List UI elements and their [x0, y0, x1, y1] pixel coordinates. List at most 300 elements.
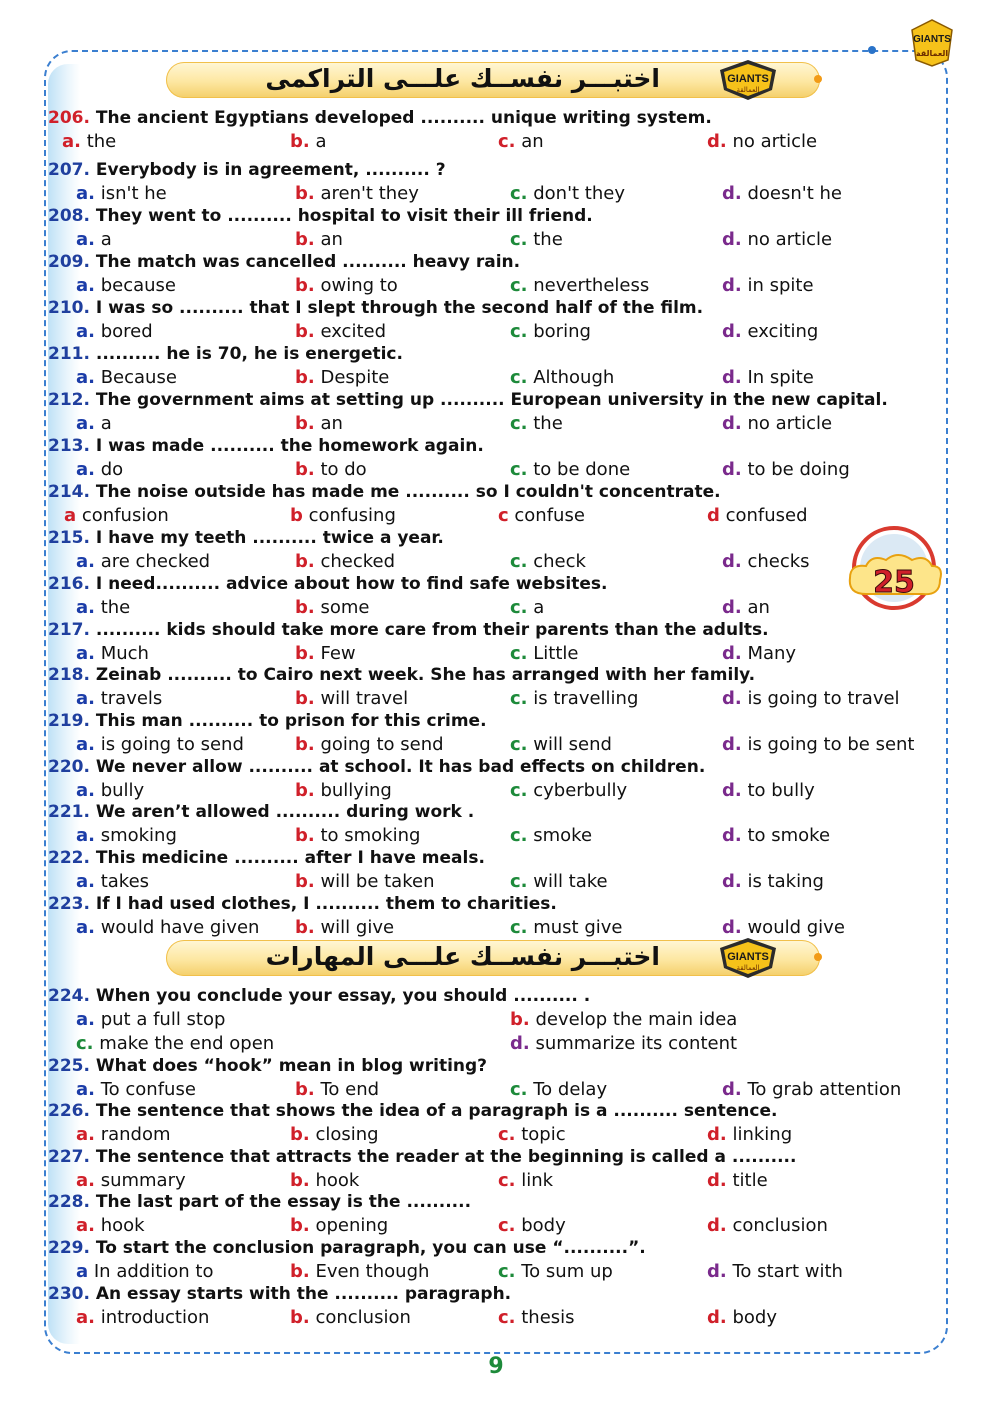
answer-option[interactable]	[510, 735, 612, 755]
option-letter: a.	[76, 275, 95, 296]
option-letter: b.	[295, 825, 315, 846]
question-text: I need.......... advice about how to find safe websites.	[89, 574, 608, 594]
answer-option[interactable]	[76, 735, 244, 755]
answer-option[interactable]	[498, 1308, 575, 1328]
answer-option[interactable]	[76, 689, 162, 709]
option-text: make the end open	[93, 1033, 275, 1054]
option-text: must give	[527, 917, 623, 938]
option-text: link	[515, 1170, 554, 1191]
answer-option[interactable]	[510, 322, 591, 342]
answer-option[interactable]	[76, 184, 167, 204]
section-header-cumulative	[166, 62, 820, 98]
option-text: confused	[719, 505, 808, 526]
answer-option[interactable]	[722, 689, 900, 709]
option-letter: a.	[76, 734, 95, 755]
answer-option[interactable]	[498, 506, 585, 526]
option-letter: c.	[498, 131, 516, 152]
option-text: random	[94, 1124, 171, 1145]
answer-option[interactable]	[76, 598, 130, 618]
option-text: would give	[741, 917, 845, 938]
answer-option[interactable]	[295, 1080, 379, 1100]
answer-option[interactable]	[76, 918, 259, 938]
question-text: I have my teeth .......... twice a year.	[89, 528, 444, 548]
giants-logo-icon	[716, 56, 780, 102]
answer-option[interactable]	[722, 735, 914, 755]
answer-option[interactable]	[510, 460, 630, 480]
answer-option[interactable]	[295, 368, 389, 388]
option-text: linking	[726, 1124, 793, 1145]
option-letter: a.	[76, 1170, 95, 1191]
answer-option[interactable]	[76, 781, 144, 801]
answer-option[interactable]	[76, 1034, 274, 1054]
option-letter: c.	[510, 183, 528, 204]
question	[48, 298, 703, 318]
question	[48, 528, 444, 548]
option-text: an	[314, 229, 343, 250]
answer-option[interactable]	[76, 460, 123, 480]
option-letter: d.	[722, 229, 742, 250]
question-text: The match was cancelled .......... heavy rain.	[89, 252, 521, 272]
answer-option[interactable]	[510, 872, 608, 892]
question	[48, 1284, 511, 1304]
option-letter: a.	[76, 459, 95, 480]
option-text: no article	[741, 229, 833, 250]
option-letter: b.	[290, 1170, 310, 1191]
option-text: body	[515, 1215, 566, 1236]
header-dot	[814, 953, 822, 961]
question-number: 208.	[48, 206, 90, 226]
option-letter: b.	[290, 1215, 310, 1236]
answer-option[interactable]	[510, 781, 627, 801]
option-text: the	[527, 229, 563, 250]
svg-text:العمالقة: العمالقة	[736, 964, 760, 972]
answer-option[interactable]	[295, 598, 369, 618]
answer-option[interactable]	[290, 1216, 388, 1236]
question-number: 209.	[48, 252, 90, 272]
question-text: .......... kids should take more care from their parents than the adults.	[89, 620, 769, 640]
answer-option[interactable]	[64, 506, 169, 526]
brand-logo-subtext: العمالقة	[915, 49, 949, 58]
option-letter: c.	[510, 321, 528, 342]
option-text: aren't they	[314, 183, 419, 204]
answer-option[interactable]	[498, 132, 544, 152]
option-text: To confuse	[94, 1079, 196, 1100]
answer-option[interactable]	[722, 872, 824, 892]
answer-option[interactable]	[290, 1171, 359, 1191]
option-letter: d.	[722, 917, 742, 938]
option-letter: b.	[295, 734, 315, 755]
question	[48, 252, 520, 272]
option-text: confuse	[508, 505, 585, 526]
option-letter: d.	[722, 367, 742, 388]
question	[48, 802, 474, 822]
option-letter: d	[707, 505, 720, 526]
answer-option[interactable]	[707, 1216, 828, 1236]
question-number: 225.	[48, 1056, 90, 1076]
answer-option[interactable]	[295, 826, 420, 846]
question-number: 228.	[48, 1192, 90, 1212]
option-text: nevertheless	[527, 275, 650, 296]
badge-number: 25	[873, 565, 915, 600]
option-text: an	[314, 413, 343, 434]
question-number: 218.	[48, 665, 90, 685]
option-letter: d.	[722, 459, 742, 480]
answer-option[interactable]	[510, 918, 623, 938]
option-letter: a.	[76, 183, 95, 204]
answer-option[interactable]	[707, 506, 808, 526]
answer-option[interactable]	[498, 1125, 566, 1145]
option-text: the	[80, 131, 117, 152]
question	[48, 108, 712, 128]
answer-option[interactable]	[722, 1080, 901, 1100]
option-letter: a.	[76, 229, 95, 250]
question	[48, 482, 721, 502]
answer-option[interactable]	[707, 1262, 843, 1282]
question-number: 216.	[48, 574, 90, 594]
option-letter: b.	[295, 688, 315, 709]
option-text: no article	[726, 131, 818, 152]
option-text: Much	[94, 643, 149, 664]
option-letter: c.	[76, 1033, 94, 1054]
option-letter: a.	[76, 1124, 95, 1145]
option-letter: b.	[295, 551, 315, 572]
question-number: 210.	[48, 298, 90, 318]
option-text: a	[94, 413, 112, 434]
option-letter: a.	[76, 597, 95, 618]
question-number: 217.	[48, 620, 90, 640]
answer-option[interactable]	[295, 644, 356, 664]
option-text: to be done	[527, 459, 631, 480]
option-letter: c.	[510, 643, 528, 664]
option-letter: c.	[510, 688, 528, 709]
question-number: 229.	[48, 1238, 90, 1258]
answer-option[interactable]	[707, 1308, 777, 1328]
option-letter: d.	[707, 1170, 727, 1191]
answer-option[interactable]	[76, 276, 176, 296]
option-letter: a.	[76, 1307, 95, 1328]
option-letter: d.	[707, 1215, 727, 1236]
option-letter: c.	[510, 871, 528, 892]
option-letter: b.	[295, 917, 315, 938]
option-text: owing to	[314, 275, 398, 296]
option-text: is going to be sent	[741, 734, 915, 755]
answer-option[interactable]	[76, 322, 153, 342]
answer-option[interactable]	[76, 1308, 209, 1328]
option-text: bully	[94, 780, 145, 801]
answer-option[interactable]	[510, 184, 625, 204]
option-text: is taking	[741, 871, 824, 892]
answer-option[interactable]	[295, 322, 386, 342]
answer-option[interactable]	[76, 1125, 171, 1145]
svg-text:GIANTS: GIANTS	[727, 73, 769, 85]
answer-option[interactable]	[76, 1216, 145, 1236]
option-text: In spite	[741, 367, 814, 388]
option-text: an	[741, 597, 770, 618]
answer-option[interactable]	[722, 414, 832, 434]
option-text: To sum up	[515, 1261, 613, 1282]
question-text: I was so .......... that I slept through the second half of the film.	[89, 298, 704, 318]
question	[48, 711, 487, 731]
answer-option[interactable]	[295, 735, 444, 755]
option-letter: a.	[76, 871, 95, 892]
option-text: In addition to	[88, 1261, 214, 1282]
question-number: 226.	[48, 1101, 90, 1121]
answer-option[interactable]	[295, 414, 343, 434]
answer-option[interactable]	[295, 552, 395, 572]
answer-option[interactable]	[510, 230, 563, 250]
answer-option[interactable]	[707, 1125, 792, 1145]
answer-option[interactable]	[510, 368, 614, 388]
option-text: put a full stop	[94, 1009, 226, 1030]
question-text: To start the conclusion paragraph, you can use “..........”.	[89, 1238, 646, 1258]
option-text: doesn't he	[741, 183, 842, 204]
option-text: to bully	[741, 780, 815, 801]
option-text: Many	[741, 643, 797, 664]
option-letter: a.	[76, 780, 95, 801]
answer-option[interactable]	[76, 1080, 196, 1100]
answer-option[interactable]	[290, 1125, 379, 1145]
option-letter: b.	[295, 643, 315, 664]
option-text: cyberbully	[527, 780, 628, 801]
option-text: introduction	[94, 1307, 210, 1328]
question	[48, 206, 593, 226]
option-text: a	[309, 131, 327, 152]
question-text: The sentence that attracts the reader at the beginning is called a ..........	[89, 1147, 797, 1167]
question-text: If I had used clothes, I .......... them to charities.	[89, 894, 557, 914]
option-text: will be taken	[314, 871, 435, 892]
answer-option[interactable]	[295, 781, 392, 801]
option-letter: b.	[295, 871, 315, 892]
option-letter: a.	[76, 1215, 95, 1236]
answer-option[interactable]	[510, 552, 586, 572]
option-text: boring	[527, 321, 591, 342]
section-title: اختبـــر نفســك علـــى المهارات	[265, 942, 660, 971]
answer-option[interactable]	[76, 552, 210, 572]
option-text: To delay	[527, 1079, 608, 1100]
answer-option[interactable]	[722, 322, 818, 342]
option-letter: b.	[510, 1009, 530, 1030]
option-letter: d.	[722, 643, 742, 664]
option-text: Because	[94, 367, 177, 388]
option-text: conclusion	[309, 1307, 411, 1328]
option-text: to do	[314, 459, 367, 480]
question-number: 219.	[48, 711, 90, 731]
question-text: The sentence that shows the idea of a paragraph is a .......... sentence.	[89, 1101, 778, 1121]
option-letter: a.	[76, 825, 95, 846]
answer-option[interactable]	[510, 1080, 607, 1100]
question	[48, 986, 590, 1006]
answer-option[interactable]	[76, 368, 177, 388]
option-text: Even though	[309, 1261, 430, 1282]
answer-option[interactable]	[722, 644, 796, 664]
answer-option[interactable]	[498, 1216, 566, 1236]
question-number: 222.	[48, 848, 90, 868]
option-text: hook	[94, 1215, 145, 1236]
answer-option[interactable]	[722, 368, 814, 388]
answer-option[interactable]	[707, 132, 817, 152]
option-text: closing	[309, 1124, 379, 1145]
option-letter: d.	[722, 275, 742, 296]
option-text: title	[726, 1170, 768, 1191]
option-letter: c	[498, 505, 509, 526]
option-text: will take	[527, 871, 608, 892]
option-letter: d.	[510, 1033, 530, 1054]
page-badge	[842, 520, 946, 620]
option-text: summary	[94, 1170, 186, 1191]
option-letter: b.	[295, 413, 315, 434]
question-number: 223.	[48, 894, 90, 914]
svg-text:العمالقة: العمالقة	[736, 86, 760, 94]
question-number: 230.	[48, 1284, 90, 1304]
option-letter: c.	[510, 551, 528, 572]
option-letter: a.	[76, 917, 95, 938]
question-number: 227.	[48, 1147, 90, 1167]
answer-option[interactable]	[722, 276, 814, 296]
answer-option[interactable]	[510, 276, 649, 296]
option-letter: d.	[722, 413, 742, 434]
answer-option[interactable]	[722, 781, 815, 801]
option-text: to smoke	[741, 825, 831, 846]
answer-option[interactable]	[76, 644, 149, 664]
question-text: The government aims at setting up .......... European university in the new capital.	[89, 390, 888, 410]
option-text: isn't he	[94, 183, 167, 204]
option-letter: b.	[295, 597, 315, 618]
option-letter: d.	[722, 780, 742, 801]
answer-option[interactable]	[290, 132, 327, 152]
option-letter: d.	[707, 1261, 727, 1282]
answer-option[interactable]	[510, 689, 638, 709]
answer-option[interactable]	[76, 1171, 186, 1191]
answer-option[interactable]	[295, 184, 419, 204]
answer-option[interactable]	[510, 414, 563, 434]
option-letter: b.	[290, 131, 310, 152]
option-letter: a.	[76, 551, 95, 572]
answer-option[interactable]	[510, 826, 592, 846]
answer-option[interactable]	[722, 918, 845, 938]
option-text: summarize its content	[529, 1033, 738, 1054]
answer-option[interactable]	[62, 132, 116, 152]
answer-option[interactable]	[76, 872, 149, 892]
answer-option[interactable]	[295, 872, 434, 892]
option-letter: d.	[707, 131, 727, 152]
answer-option[interactable]	[722, 184, 842, 204]
option-letter: a.	[76, 1079, 95, 1100]
option-letter: d.	[707, 1124, 727, 1145]
question	[48, 1192, 471, 1212]
answer-option[interactable]	[76, 1262, 213, 1282]
answer-option[interactable]	[295, 689, 408, 709]
question-text: The last part of the essay is the ..........	[89, 1192, 472, 1212]
answer-option[interactable]	[290, 1308, 411, 1328]
question-number: 221.	[48, 802, 90, 822]
answer-option[interactable]	[498, 1262, 613, 1282]
answer-option[interactable]	[510, 1010, 737, 1030]
answer-option[interactable]	[76, 230, 112, 250]
option-text: opening	[309, 1215, 389, 1236]
option-letter: c.	[498, 1215, 516, 1236]
option-letter: b.	[290, 1124, 310, 1145]
answer-option[interactable]	[722, 598, 770, 618]
question-number: 220.	[48, 757, 90, 777]
answer-option[interactable]	[76, 1010, 225, 1030]
question-number: 213.	[48, 436, 90, 456]
question-text: Zeinab .......... to Cairo next week. She has arranged with her family.	[89, 665, 756, 685]
option-letter: a.	[76, 413, 95, 434]
question-text: Everybody is in agreement, .......... ?	[89, 160, 446, 180]
option-text: travels	[94, 688, 163, 709]
answer-option[interactable]	[76, 414, 112, 434]
question-text: The ancient Egyptians developed .......... unique writing system.	[89, 108, 712, 128]
option-letter: c.	[498, 1261, 516, 1282]
option-text: bullying	[314, 780, 392, 801]
option-text: to be doing	[741, 459, 850, 480]
answer-option[interactable]	[295, 276, 398, 296]
answer-option[interactable]	[707, 1171, 768, 1191]
answer-option[interactable]	[76, 826, 177, 846]
option-text: develop the main idea	[529, 1009, 738, 1030]
option-letter: c.	[510, 597, 528, 618]
answer-option[interactable]	[290, 506, 396, 526]
answer-option[interactable]	[295, 918, 394, 938]
option-text: the	[527, 413, 563, 434]
option-letter: c.	[498, 1124, 516, 1145]
question-text: What does “hook” mean in blog writing?	[89, 1056, 488, 1076]
question-text: .......... he is 70, he is energetic.	[89, 344, 403, 364]
question-text: When you conclude your essay, you should .......... .	[89, 986, 591, 1006]
option-letter: d.	[722, 734, 742, 755]
option-letter: c.	[498, 1307, 516, 1328]
option-text: check	[527, 551, 586, 572]
answer-option[interactable]	[295, 230, 343, 250]
option-letter: d.	[707, 1307, 727, 1328]
answer-option[interactable]	[295, 460, 367, 480]
option-text: the	[94, 597, 131, 618]
option-letter: b.	[295, 183, 315, 204]
option-text: in spite	[741, 275, 814, 296]
question	[48, 620, 769, 640]
answer-option[interactable]	[510, 598, 544, 618]
option-letter: d.	[722, 551, 742, 572]
option-text: is going to send	[94, 734, 244, 755]
page-number: 9	[488, 1354, 504, 1379]
answer-option[interactable]	[722, 552, 810, 572]
option-letter: c.	[510, 917, 528, 938]
option-text: is going to travel	[741, 688, 900, 709]
option-letter: a.	[76, 367, 95, 388]
option-letter: d.	[722, 183, 742, 204]
option-text: bored	[94, 321, 153, 342]
option-text: an	[515, 131, 544, 152]
option-letter: a	[64, 505, 77, 526]
question	[48, 848, 485, 868]
option-letter: c.	[510, 229, 528, 250]
answer-option[interactable]	[290, 1262, 429, 1282]
answer-option[interactable]	[722, 460, 850, 480]
option-letter: c.	[510, 275, 528, 296]
option-text: To grab attention	[741, 1079, 902, 1100]
answer-option[interactable]	[510, 644, 578, 664]
answer-option[interactable]	[498, 1171, 553, 1191]
option-letter: a.	[62, 131, 81, 152]
answer-option[interactable]	[510, 1034, 737, 1054]
answer-option[interactable]	[722, 826, 830, 846]
option-letter: b.	[295, 367, 315, 388]
question	[48, 757, 705, 777]
option-text: would have given	[94, 917, 260, 938]
option-text: confusing	[302, 505, 396, 526]
option-text: excited	[314, 321, 387, 342]
answer-option[interactable]	[722, 230, 832, 250]
